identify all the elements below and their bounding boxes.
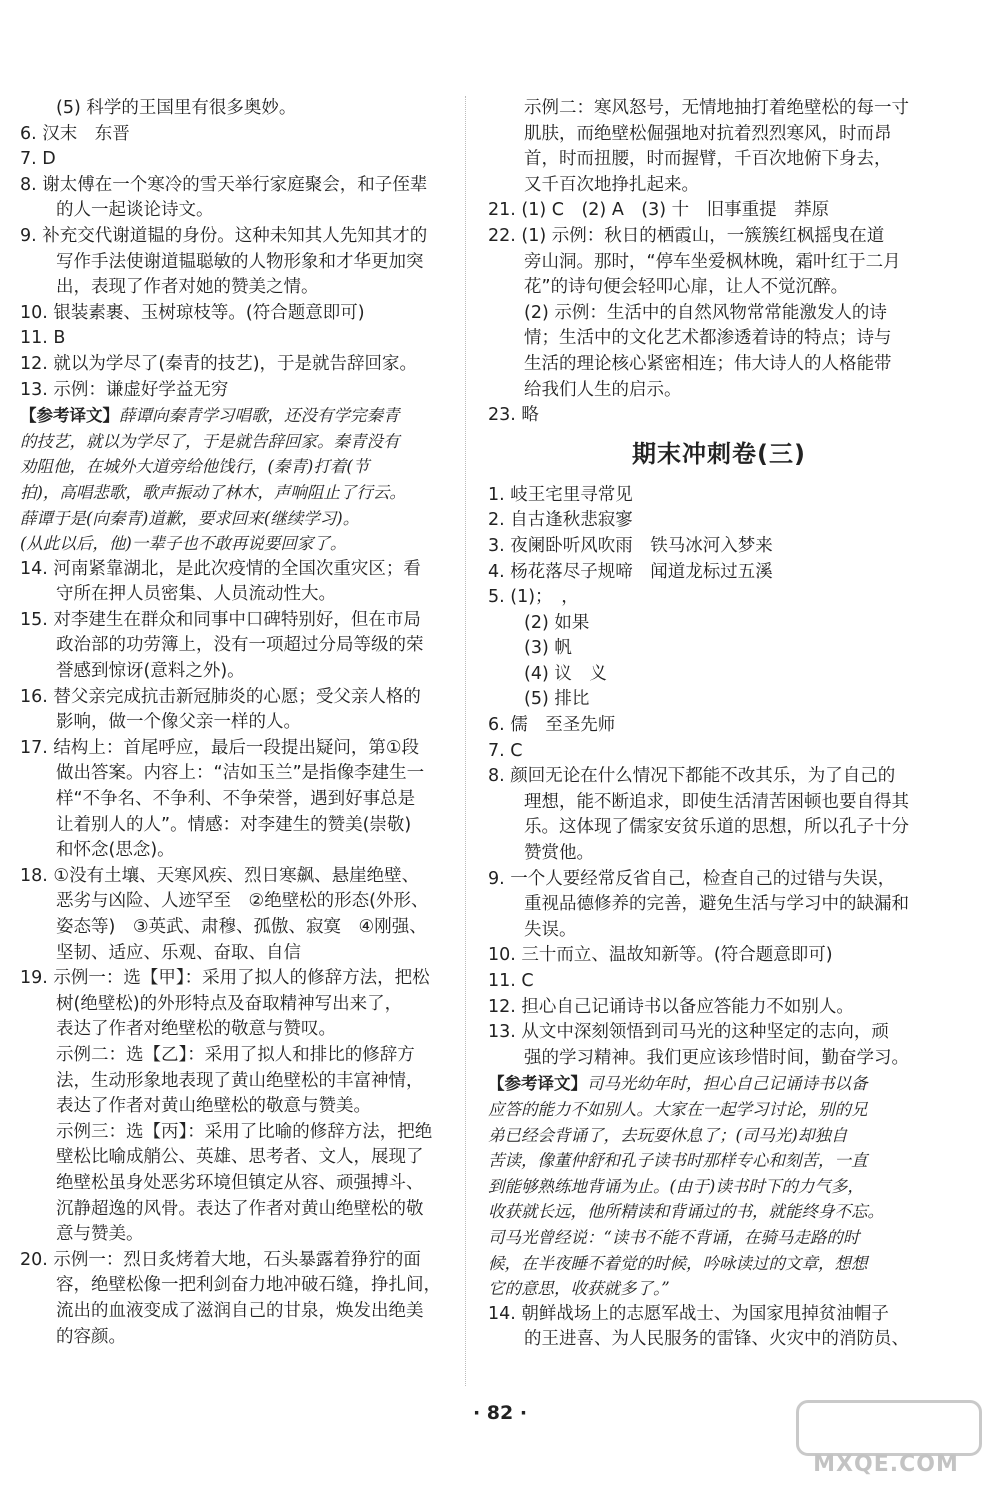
answer-line bbox=[20, 1248, 452, 1274]
answer-line bbox=[20, 301, 452, 327]
answer-line bbox=[488, 122, 950, 148]
answer-line bbox=[488, 403, 950, 429]
line-text: 示例二：选【乙】：采用了拟人和排比的修辞方 bbox=[56, 1044, 415, 1065]
answer-line bbox=[20, 352, 452, 378]
line-text: 意与赞美。 bbox=[56, 1224, 144, 1245]
line-text: 应答的能力不如别人。大家在一起学习讨论，别的兄 bbox=[488, 1099, 868, 1119]
answer-line bbox=[488, 739, 950, 765]
line-text: 影响，做一个像父亲一样的人。 bbox=[56, 712, 301, 733]
line-text: 的王进喜、为人民服务的雷锋、火灾中的消防员、 bbox=[524, 1329, 909, 1350]
answer-line bbox=[488, 1020, 950, 1046]
answer-line bbox=[20, 685, 452, 711]
answer-line bbox=[488, 96, 950, 122]
line-text: (4) 议 义 bbox=[524, 663, 607, 684]
answer-line bbox=[20, 173, 452, 199]
answer-line bbox=[488, 969, 950, 995]
answer-line bbox=[20, 1069, 452, 1095]
line-text: 12. 就以为学尽了(秦青的技艺)，于是就告辞回家。 bbox=[20, 353, 418, 374]
answer-line bbox=[20, 1017, 452, 1043]
line-text: 肌肤，而绝壁松倔强地对抗着烈烈寒风，时而昂 bbox=[524, 123, 892, 144]
answer-line bbox=[488, 841, 950, 867]
line-text: 14. 河南紧靠湖北，是此次疫情的全国次重灾区；看 bbox=[20, 558, 421, 579]
line-text: 示例二：寒风怒号，无情地抽打着绝壁松的每一寸 bbox=[524, 98, 909, 118]
answer-line bbox=[488, 224, 950, 250]
answer-line bbox=[488, 585, 950, 611]
answer-line bbox=[488, 147, 950, 173]
answer-line bbox=[20, 1094, 452, 1120]
line-text: 让着别人的人”。情感：对李建生的赞美(崇敬) bbox=[56, 814, 412, 835]
line-text: 弟已经会背诵了，去玩耍休息了；(司马光)却独自 bbox=[488, 1125, 848, 1145]
line-text: 18. ①没有土壤、天寒风疾、烈日寒飙、悬崖绝壁、 bbox=[20, 865, 420, 886]
line-text: 6. 儒 至圣先师 bbox=[488, 715, 616, 736]
line-text: 到能够熟练地背诵为止。(由于)读书时下的力气多， bbox=[488, 1176, 864, 1196]
answer-line bbox=[488, 173, 950, 199]
line-text: 司马光幼年时，担心自己记诵诗书以备 bbox=[587, 1074, 868, 1094]
reference-translation-line bbox=[488, 1148, 950, 1174]
line-text: 给我们人生的启示。 bbox=[524, 379, 682, 400]
answer-line bbox=[20, 224, 452, 250]
reference-translation-line bbox=[488, 1123, 950, 1149]
answer-line bbox=[20, 582, 452, 608]
line-text: 13. 示例：谦虚好学益无穷 bbox=[20, 379, 229, 400]
watermark-logo bbox=[796, 1400, 976, 1480]
answer-line bbox=[20, 147, 452, 173]
answer-line bbox=[488, 508, 950, 534]
answer-line bbox=[488, 636, 950, 662]
line-text: 12. 担心自己记诵诗书以备应答能力不如别人。 bbox=[488, 996, 854, 1017]
line-text: 花”的诗句便会轻叩心扉，让人不觉沉醉。 bbox=[524, 277, 849, 298]
answer-line bbox=[20, 813, 452, 839]
answer-line bbox=[488, 713, 950, 739]
reference-translation-line bbox=[20, 506, 452, 532]
line-text: 赞赏他。 bbox=[524, 843, 594, 864]
right-column bbox=[488, 96, 950, 1353]
answer-line bbox=[20, 1145, 452, 1171]
answer-line bbox=[20, 275, 452, 301]
line-text: 7. C bbox=[488, 740, 523, 761]
line-text: 做出答案。内容上：“洁如玉兰”是指像李建生一 bbox=[56, 763, 425, 784]
line-text: 政治部的功劳簿上，没有一项超过分局等级的荣 bbox=[56, 635, 424, 656]
line-text: 守所在押人员密集、人员流动性大。 bbox=[56, 584, 336, 605]
line-text: 9. 一个人要经常反省自己，检查自己的过错与失误， bbox=[488, 868, 896, 889]
line-text: 5. (1)； ， bbox=[488, 587, 579, 608]
column-divider bbox=[465, 96, 466, 1386]
answer-line bbox=[488, 790, 950, 816]
watermark-logo-icon bbox=[796, 1400, 982, 1456]
answer-line bbox=[488, 995, 950, 1021]
line-text: 生活的理论核心紧密相连；伟大诗人的人格能带 bbox=[524, 353, 892, 374]
answer-line bbox=[20, 787, 452, 813]
line-text: 11. B bbox=[20, 328, 66, 349]
line-text: 20. 示例一：烈日炙烤着大地，石头暴露着狰狞的面 bbox=[20, 1249, 421, 1270]
answer-line bbox=[488, 1327, 950, 1353]
answer-line bbox=[20, 122, 452, 148]
line-text: 理想，能不断追求，即使生活清苦困顿也要自得其 bbox=[524, 791, 909, 812]
reference-translation-line bbox=[488, 1251, 950, 1277]
answer-line bbox=[488, 326, 950, 352]
line-text: 姿态等) ③英武、肃穆、孤傲、寂寞 ④刚强、 bbox=[56, 917, 427, 937]
line-text: 13. 从文中深刻领悟到司马光的这种坚定的志向，顽 bbox=[488, 1022, 889, 1043]
answer-line bbox=[20, 557, 452, 583]
answer-line bbox=[20, 1299, 452, 1325]
answer-line bbox=[488, 918, 950, 944]
line-text: 它的意思，收获就多了。” bbox=[488, 1279, 670, 1299]
answer-line bbox=[488, 1046, 950, 1072]
line-text: 的容颜。 bbox=[56, 1326, 126, 1347]
line-text: 2. 自古逢秋悲寂寥 bbox=[488, 510, 633, 531]
line-text: 1. 岐王宅里寻常见 bbox=[488, 484, 633, 505]
answer-line bbox=[488, 815, 950, 841]
answer-line bbox=[20, 1273, 452, 1299]
answer-line bbox=[20, 1325, 452, 1351]
line-text: 又千百次地挣扎起来。 bbox=[524, 174, 699, 195]
answer-line bbox=[20, 1043, 452, 1069]
answer-line bbox=[20, 1171, 452, 1197]
line-text: (2) 示例：生活中的自然风物常常能激发人的诗 bbox=[524, 302, 887, 323]
reference-translation-line bbox=[488, 1071, 950, 1097]
line-text: (5) 科学的王国里有很多奥妙。 bbox=[56, 98, 297, 118]
answer-line bbox=[488, 892, 950, 918]
line-text: 23. 略 bbox=[488, 405, 539, 426]
right-column-answers-bottom bbox=[488, 483, 950, 1353]
reference-translation-tag: 【参考译文】 bbox=[20, 406, 119, 426]
reference-translation-line bbox=[20, 480, 452, 506]
answer-line bbox=[20, 378, 452, 404]
line-text: 薛谭向秦青学习唱歌，还没有学完秦青 bbox=[119, 406, 400, 426]
answer-line bbox=[20, 941, 452, 967]
line-text: 出，表现了作者对她的赞美之情。 bbox=[56, 277, 319, 298]
line-text: 19. 示例一：选【甲】：采用了拟人的修辞方法，把松 bbox=[20, 968, 430, 989]
line-text: 8. 谢太傅在一个寒冷的雪天举行家庭聚会，和子侄辈 bbox=[20, 174, 428, 195]
answer-line bbox=[488, 867, 950, 893]
line-text: (5) 排比 bbox=[524, 689, 590, 710]
answer-line bbox=[488, 662, 950, 688]
answer-line bbox=[20, 992, 452, 1018]
left-column bbox=[20, 96, 452, 1350]
line-text: 法，生动形象地表现了黄山绝壁松的丰富神情， bbox=[56, 1070, 424, 1091]
answer-line bbox=[488, 352, 950, 378]
answer-line bbox=[488, 611, 950, 637]
answer-line bbox=[488, 943, 950, 969]
line-text: 流出的血液变成了滋润自己的甘泉，焕发出绝美 bbox=[56, 1300, 424, 1321]
reference-translation-line bbox=[488, 1097, 950, 1123]
line-text: 强的学习精神。我们更应该珍惜时间，勤奋学习。 bbox=[524, 1047, 909, 1068]
reference-translation-line bbox=[20, 403, 452, 429]
line-text: 重视品德修养的完善，避免生活与学习中的缺漏和 bbox=[524, 894, 909, 915]
answer-line bbox=[20, 326, 452, 352]
line-text: 22. (1) 示例：秋日的栖霞山，一簇簇红枫摇曳在道 bbox=[488, 225, 885, 246]
answer-line bbox=[20, 838, 452, 864]
line-text: 树(绝壁松)的外形特点及奋取精神写出来了， bbox=[56, 993, 403, 1014]
line-text: 15. 对李建生在群众和同事中口碑特别好，但在市局 bbox=[20, 609, 421, 630]
line-text: 14. 朝鲜战场上的志愿军战士、为国家甩掉贫油帽子 bbox=[488, 1303, 889, 1324]
answer-line bbox=[20, 1222, 452, 1248]
answer-line bbox=[20, 1120, 452, 1146]
answer-line bbox=[488, 1302, 950, 1328]
reference-translation-line bbox=[20, 429, 452, 455]
line-text: 和怀念(思念)。 bbox=[56, 840, 175, 861]
answer-line bbox=[20, 864, 452, 890]
answer-line bbox=[488, 378, 950, 404]
reference-translation-line bbox=[20, 454, 452, 480]
line-text: 7. D bbox=[20, 149, 56, 170]
answer-line bbox=[488, 483, 950, 509]
answer-line bbox=[488, 764, 950, 790]
line-text: 誉感到惊讶(意料之外)。 bbox=[56, 661, 245, 682]
line-text: 旁山洞。那时，“停车坐爱枫林晚，霜叶红于二月 bbox=[524, 251, 901, 272]
line-text: 9. 补充交代谢道韫的身份。这种未知其人先知其才的 bbox=[20, 225, 428, 246]
line-text: 壁松比喻成艄公、英雄、思考者、文人，展现了 bbox=[56, 1147, 424, 1168]
line-text: 10. 三十而立、温故知新等。(符合题意即可) bbox=[488, 945, 833, 966]
line-text: 的人一起谈论诗文。 bbox=[56, 200, 214, 221]
line-text: 3. 夜阑卧听风吹雨 铁马冰河入梦来 bbox=[488, 535, 773, 556]
answer-line bbox=[488, 301, 950, 327]
line-text: 沉静超逸的风骨。表达了作者对黄山绝壁松的敬 bbox=[56, 1198, 424, 1219]
line-text: 17. 结构上：首尾呼应，最后一段提出疑问，第①段 bbox=[20, 737, 420, 758]
answer-line bbox=[20, 710, 452, 736]
line-text: 21. (1) C (2) A (3) 十 旧事重提 莽原 bbox=[488, 200, 830, 221]
answer-line bbox=[20, 633, 452, 659]
line-text: 薛谭于是(向秦青)道歉，要求回来(继续学习)。 bbox=[20, 508, 360, 528]
reference-translation-line bbox=[488, 1276, 950, 1302]
answer-line bbox=[20, 915, 452, 941]
answer-line bbox=[20, 1197, 452, 1223]
answer-line bbox=[20, 250, 452, 276]
line-text: 坚韧、适应、乐观、奋取、自信 bbox=[56, 942, 301, 963]
line-text: 4. 杨花落尽子规啼 闻道龙标过五溪 bbox=[488, 561, 773, 582]
line-text: 拍)，高唱悲歌，歌声振动了林木，声响阻止了行云。 bbox=[20, 482, 406, 502]
line-text: 写作手法使谢道韫聪敏的人物形象和才华更加突 bbox=[56, 251, 424, 272]
answer-line bbox=[20, 96, 452, 122]
reference-translation-line bbox=[20, 531, 452, 557]
line-text: 首，时而扭腰，时而握臂，千百次地俯下身去， bbox=[524, 149, 892, 170]
line-text: 容，绝壁松像一把利剑奋力地冲破石缝，挣扎间， bbox=[56, 1275, 441, 1296]
right-column-answers-top bbox=[488, 96, 950, 429]
answer-line bbox=[488, 198, 950, 224]
answer-line bbox=[20, 198, 452, 224]
line-text: 表达了作者对黄山绝壁松的敬意与赞美。 bbox=[56, 1096, 371, 1117]
answer-line bbox=[20, 889, 452, 915]
answer-line bbox=[488, 687, 950, 713]
line-text: 10. 银装素裹、玉树琼枝等。(符合题意即可) bbox=[20, 302, 365, 323]
line-text: 11. C bbox=[488, 971, 534, 991]
reference-translation-line bbox=[488, 1199, 950, 1225]
line-text: (2) 如果 bbox=[524, 612, 590, 633]
line-text: 6. 汉末 东晋 bbox=[20, 123, 130, 144]
line-text: 绝壁松虽身处恶劣环境但镇定从容、顽强搏斗、 bbox=[56, 1172, 424, 1193]
answer-line bbox=[20, 966, 452, 992]
line-text: 司马光曾经说：“读书不能不背诵，在骑马走路的时 bbox=[488, 1227, 860, 1247]
section-title: 期末冲刺卷(三) bbox=[632, 439, 806, 468]
line-text: 苦读，像董仲舒和孔子读书时那样专心和刻苦，一直 bbox=[488, 1151, 868, 1171]
answer-line bbox=[488, 250, 950, 276]
reference-translation-tag: 【参考译文】 bbox=[488, 1074, 587, 1094]
line-text: 样“不争名、不争利、不争荣誉，遇到好事总是 bbox=[56, 789, 416, 810]
answer-line bbox=[20, 608, 452, 634]
page-number: · 82 · bbox=[472, 1402, 528, 1424]
answer-line bbox=[20, 736, 452, 762]
watermark-url: MXQE.COM bbox=[813, 1452, 959, 1477]
answer-line bbox=[488, 534, 950, 560]
line-text: 劝阻他，在城外大道旁给他饯行，(秦青)打着(节 bbox=[20, 457, 370, 477]
answer-line bbox=[20, 659, 452, 685]
answer-line bbox=[488, 275, 950, 301]
line-text: 表达了作者对绝壁松的敬意与赞叹。 bbox=[56, 1019, 336, 1040]
line-text: 失误。 bbox=[524, 919, 577, 940]
line-text: 收获就长远，他所精读和背诵过的书，就能终身不忘。 bbox=[488, 1202, 884, 1222]
line-text: 的技艺，就以为学尽了，于是就告辞回家。秦青没有 bbox=[20, 431, 400, 451]
line-text: (从此以后，他)一辈子也不敢再说要回家了。 bbox=[20, 534, 347, 554]
line-text: 恶劣与凶险、人迹罕至 ②绝壁松的形态(外形、 bbox=[56, 891, 429, 912]
line-text: 情；生活中的文化艺术都渗透着诗的特点；诗与 bbox=[524, 328, 892, 349]
line-text: 乐。这体现了儒家安贫乐道的思想，所以孔子十分 bbox=[524, 817, 909, 838]
answer-line bbox=[488, 560, 950, 586]
answer-line bbox=[20, 761, 452, 787]
line-text: 16. 替父亲完成抗击新冠肺炎的心愿；受父亲人格的 bbox=[20, 686, 421, 707]
reference-translation-line bbox=[488, 1174, 950, 1200]
line-text: 示例三：选【丙】：采用了比喻的修辞方法，把绝 bbox=[56, 1121, 433, 1142]
reference-translation-line bbox=[488, 1225, 950, 1251]
line-text: (3) 帆 bbox=[524, 638, 572, 659]
line-text: 8. 颜回无论在什么情况下都能不改其乐，为了自己的 bbox=[488, 766, 896, 787]
line-text: 候，在半夜睡不着觉的时候，吟咏读过的文章，想想 bbox=[488, 1253, 868, 1273]
